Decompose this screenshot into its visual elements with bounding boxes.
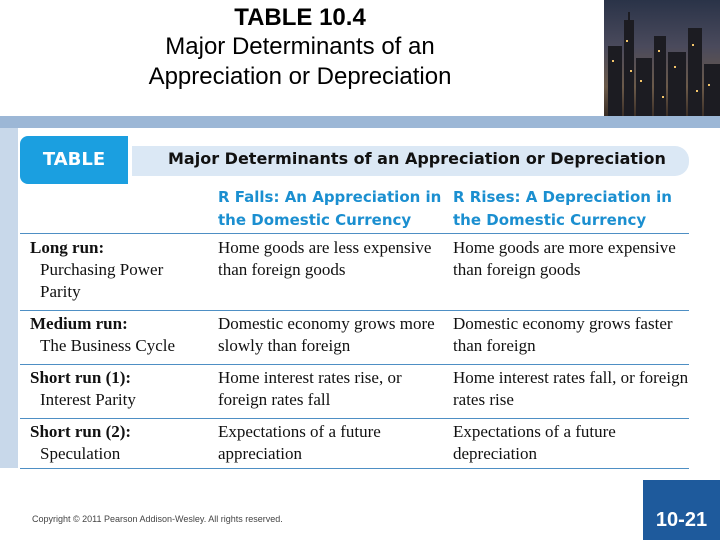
table-row-label: [30, 237, 212, 303]
row-subheading: Interest Parity: [40, 390, 136, 409]
slide-title: [0, 4, 600, 92]
table-row-label: [30, 367, 212, 411]
slide-title-line-3: Appreciation or Depreciation: [148, 63, 452, 90]
row-divider: [20, 418, 689, 419]
table-cell-rises: Home goods are more expensive than foreign goods: [453, 238, 676, 279]
table-cell-falls: Domestic economy grows more slowly than foreign: [218, 314, 435, 355]
row-subheading: The Business Cycle: [40, 336, 176, 355]
slide-title-line-2: Major Determinants of an: [165, 33, 435, 60]
title-band: [0, 116, 720, 128]
table-cell-rises: Expectations of a future depreciation: [453, 422, 616, 463]
table-row-label: [30, 421, 212, 465]
slide-number: 10-21: [643, 480, 720, 540]
table-cell-rises: Home interest rates fall, or foreign rates rise: [453, 368, 689, 409]
row-divider: [20, 468, 689, 469]
column-header-r-rises: R Rises: A Depreciation in the Domestic Currency: [453, 188, 672, 229]
row-divider: [20, 233, 689, 234]
table-label: TABLE 10.4: [20, 136, 128, 184]
row-divider: [20, 364, 689, 365]
slide-title-line-1: TABLE 10.4: [234, 4, 366, 31]
row-subheading: Purchasing Power: [40, 260, 164, 279]
row-heading: Long run:: [30, 238, 105, 257]
table-cell-falls: Expectations of a future appreciation: [218, 422, 381, 463]
row-heading: Short run (2):: [30, 422, 132, 441]
row-subheading: Parity: [40, 282, 81, 301]
row-heading: Short run (1):: [30, 368, 132, 387]
table-cell-falls: Home interest rates rise, or foreign rates fall: [218, 368, 402, 409]
row-subheading: Speculation: [40, 444, 121, 463]
copyright-notice: Copyright © 2011 Pearson Addison-Wesley. All rights reserved.: [32, 514, 283, 524]
table-caption: Major Determinants of an Appreciation or Depreciation: [168, 149, 666, 168]
table-row-label: [30, 313, 212, 357]
table-cell-rises: Domestic economy grows faster than foreign: [453, 314, 673, 355]
row-divider: [20, 310, 689, 311]
city-skyline-image: [604, 0, 720, 116]
table-cell-falls: Home goods are less expensive than foreign goods: [218, 238, 432, 279]
column-header-r-falls: R Falls: An Appreciation in the Domestic Currency: [218, 188, 442, 229]
row-heading: Medium run:: [30, 314, 128, 333]
left-accent-strip: [0, 128, 18, 468]
